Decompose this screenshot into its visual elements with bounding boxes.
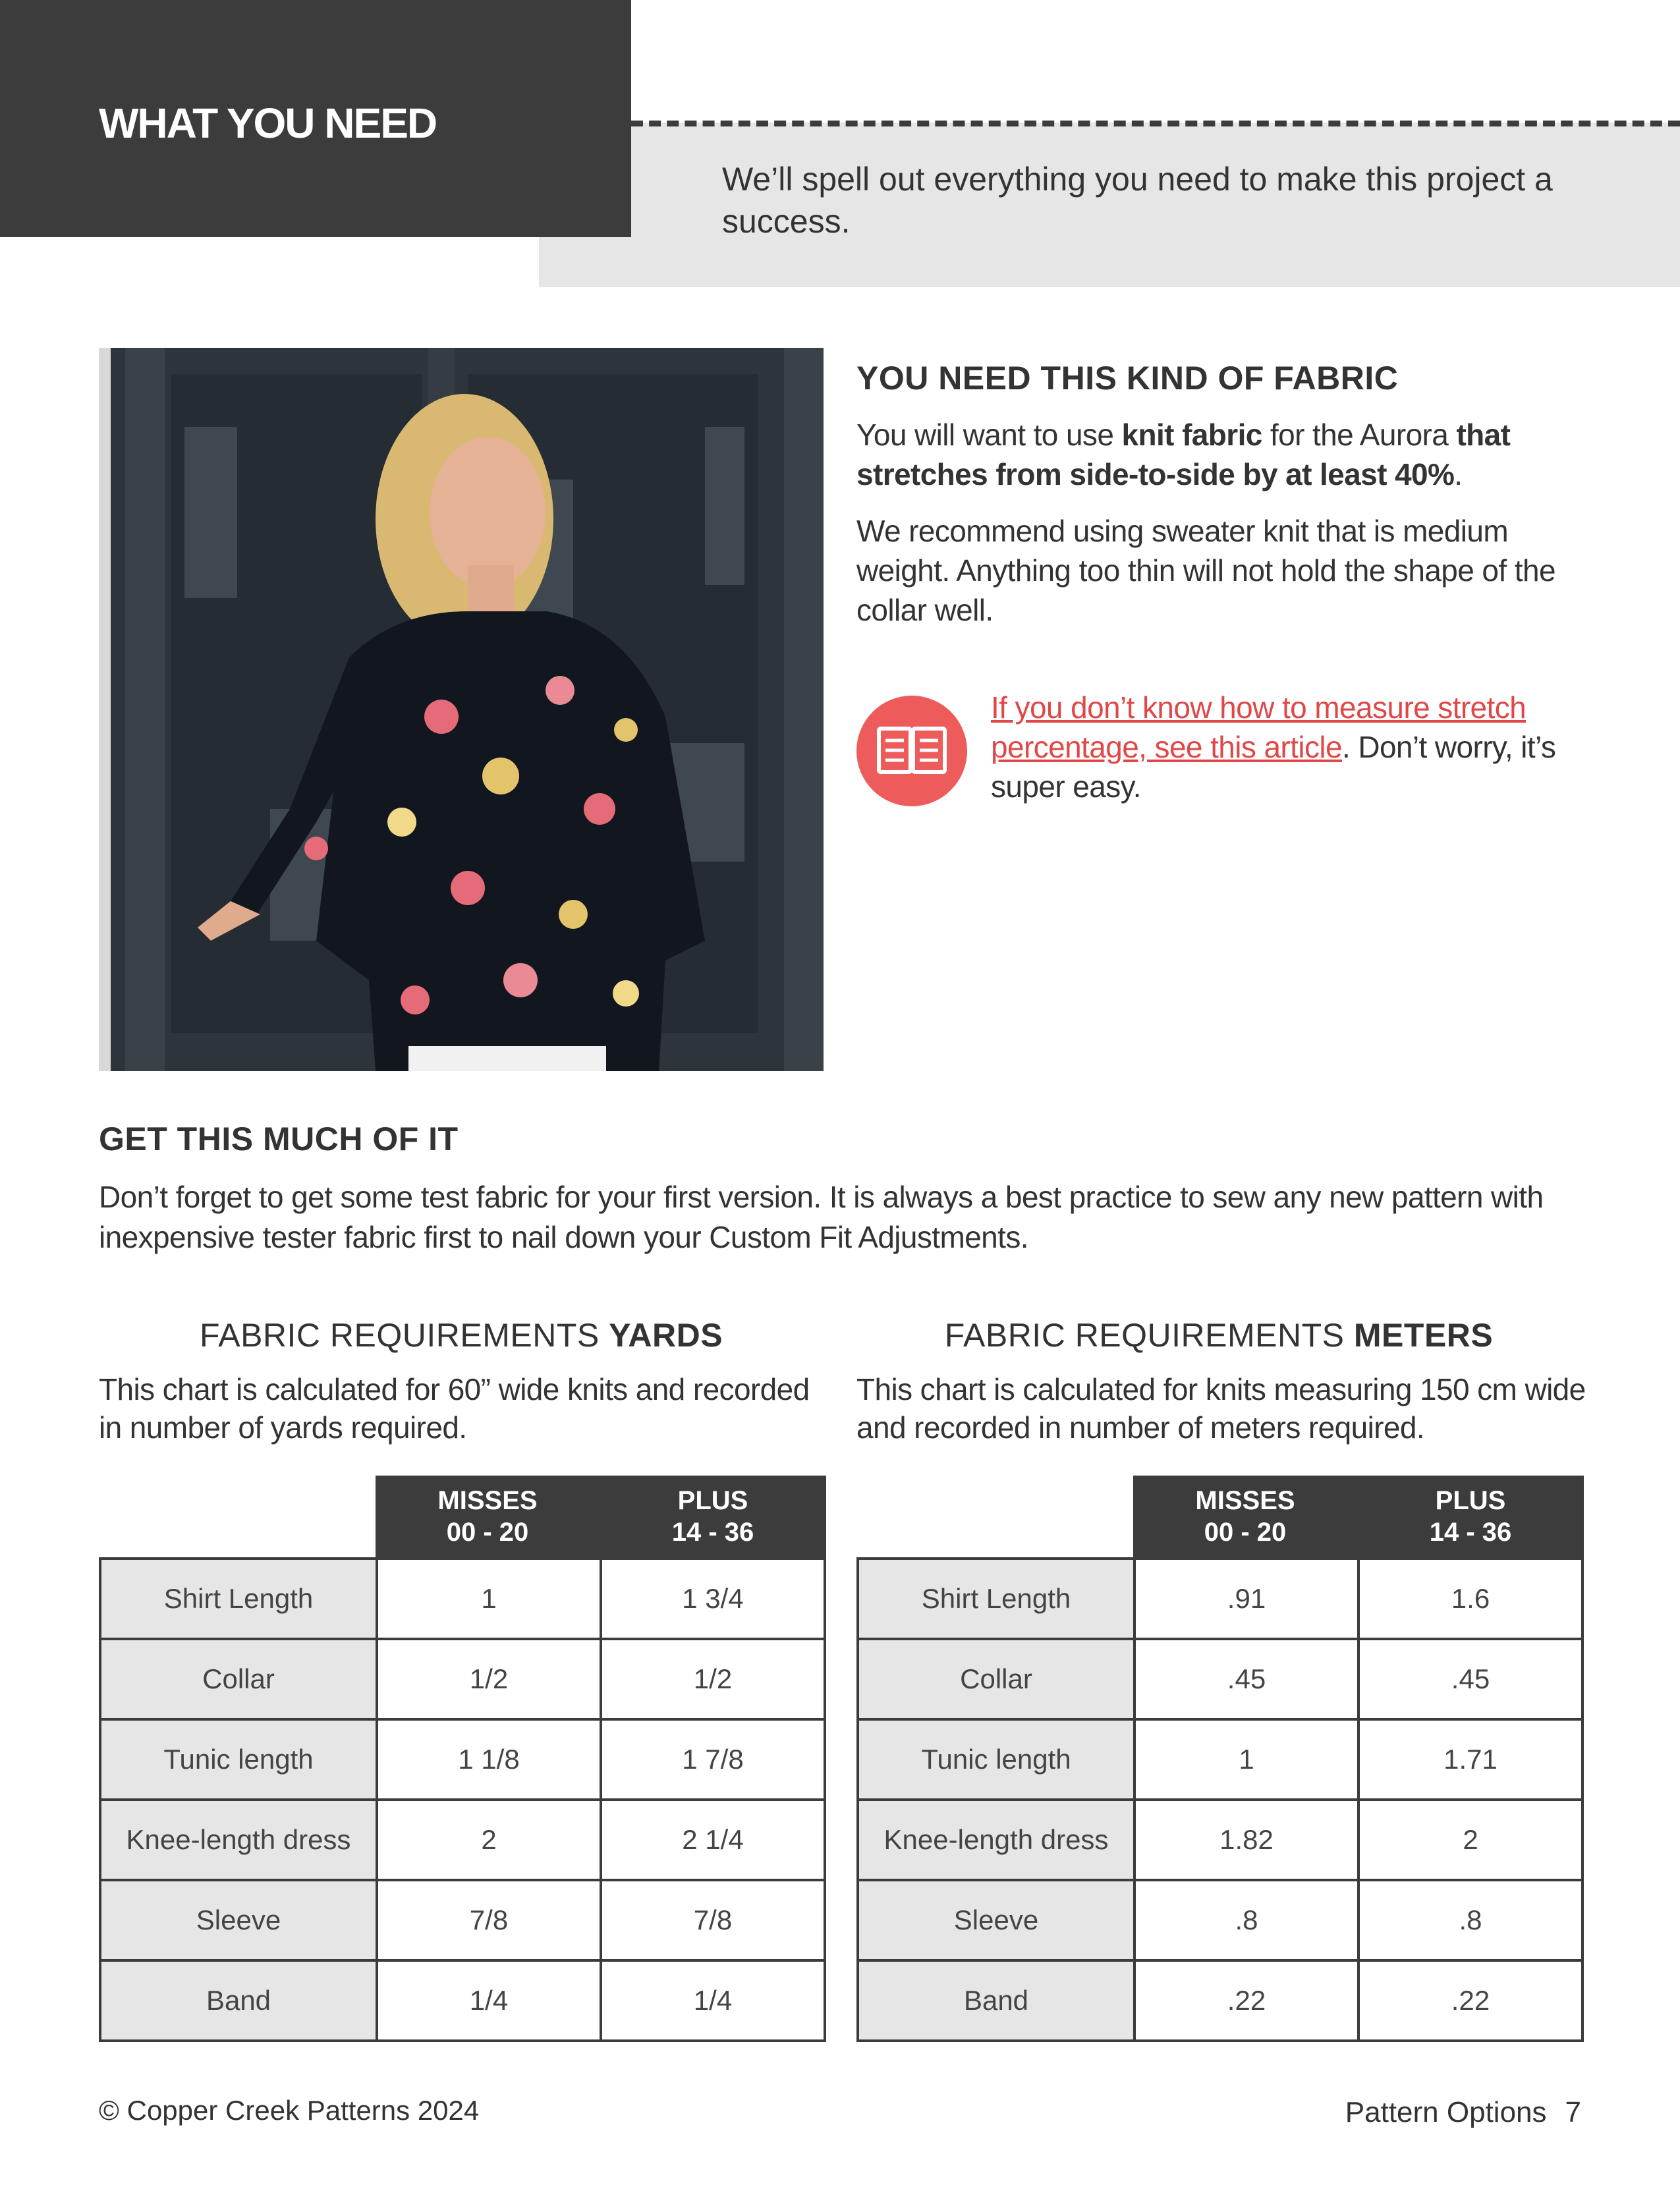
yards-column-header-line2: 14 - 36 — [671, 1518, 754, 1547]
page-number: 7 — [1565, 2096, 1581, 2128]
meters-misses-value: .45 — [1133, 1638, 1360, 1721]
meters-column-header-line2: 14 - 36 — [1429, 1518, 1512, 1547]
stretch-tip-text: . Don’t worry, it’s super easy. — [991, 730, 1556, 804]
yards-title-bold: YARDS — [609, 1317, 723, 1354]
meters-row-label: Band — [856, 1959, 1136, 2042]
meters-column-header-line1: MISSES — [1195, 1486, 1295, 1515]
meters-misses-value: .91 — [1133, 1557, 1360, 1640]
fabric-paragraph-1 — [856, 415, 1594, 494]
meters-plus-value: .45 — [1357, 1638, 1584, 1721]
yards-table-title — [99, 1316, 824, 1354]
footer-page-info — [1345, 2096, 1581, 2129]
fabric-p1-text-c: for the Aurora — [1262, 418, 1457, 452]
meters-row-label: Shirt Length — [856, 1557, 1136, 1640]
model-photo-illustration — [99, 348, 824, 1071]
meters-table-description: This chart is calculated for knits measuring 150 cm wide and recorded in number of meters required. — [856, 1372, 1586, 1445]
meters-plus-value: 1.71 — [1357, 1718, 1584, 1801]
meters-row-label: Collar — [856, 1638, 1136, 1721]
meters-column-header-line2: 00 - 20 — [1204, 1518, 1287, 1547]
meters-column-header-plus — [1357, 1476, 1584, 1557]
yards-misses-value: 1/2 — [376, 1638, 602, 1721]
yards-column-header-line1: MISSES — [437, 1486, 538, 1515]
yards-plus-value: 1 3/4 — [600, 1557, 826, 1640]
yards-column-header-misses — [376, 1476, 600, 1557]
yards-column-header-line2: 00 - 20 — [446, 1518, 529, 1547]
yards-misses-value: 7/8 — [376, 1879, 602, 1962]
yards-title-light: FABRIC REQUIREMENTS — [199, 1317, 609, 1354]
fabric-p1-bold-knit: knit fabric — [1121, 418, 1262, 452]
yards-column-header-line1: PLUS — [677, 1486, 748, 1515]
fabric-p1-bold-stretch: that stretches from side-to-side by at least 40% — [856, 418, 1511, 491]
meters-title-bold: METERS — [1353, 1317, 1494, 1354]
meters-row-label: Knee-length dress — [856, 1798, 1136, 1881]
yards-row-label: Collar — [99, 1638, 378, 1721]
yards-row-label: Shirt Length — [99, 1557, 378, 1640]
yards-table-description: This chart is calculated for 60” wide knits and recorded in number of yards required. — [99, 1372, 810, 1445]
yards-plus-value: 1 7/8 — [600, 1718, 826, 1801]
yards-column-header-plus — [600, 1476, 826, 1557]
fabric-p1-text-a: You will want to use — [856, 418, 1122, 452]
yards-misses-value: 1 — [376, 1557, 602, 1640]
meters-plus-value: 2 — [1357, 1798, 1584, 1881]
fabric-heading: YOU NEED THIS KIND OF FABRIC — [856, 360, 1399, 397]
yards-row-label: Band — [99, 1959, 378, 2042]
page-subtitle: We’ll spell out everything you need to make this project a success. — [722, 161, 1553, 240]
open-book-icon — [856, 696, 967, 806]
yards-misses-value: 1 1/8 — [376, 1718, 602, 1801]
model-photo — [99, 348, 824, 1071]
meters-row-label: Tunic length — [856, 1718, 1136, 1801]
yards-row-label: Knee-length dress — [99, 1798, 378, 1881]
meters-column-header-line1: PLUS — [1435, 1486, 1506, 1515]
footer-section: Pattern Options — [1345, 2096, 1547, 2128]
meters-plus-value: .22 — [1357, 1959, 1584, 2042]
amount-heading: GET THIS MUCH OF IT — [99, 1121, 459, 1157]
stretch-article-link[interactable]: If you don’t know how to measure stretch percentage, see this article — [991, 690, 1526, 764]
yards-plus-value: 7/8 — [600, 1879, 826, 1962]
dashed-divider — [631, 121, 1680, 126]
stretch-tip — [991, 688, 1584, 806]
yards-misses-value: 1/4 — [376, 1959, 602, 2042]
meters-plus-value: .8 — [1357, 1879, 1584, 1962]
yards-plus-value: 1/4 — [600, 1959, 826, 2042]
meters-row-label: Sleeve — [856, 1879, 1136, 1962]
yards-plus-value: 1/2 — [600, 1638, 826, 1721]
meters-misses-value: .22 — [1133, 1959, 1360, 2042]
yards-row-label: Sleeve — [99, 1879, 378, 1962]
yards-misses-value: 2 — [376, 1798, 602, 1881]
meters-column-header-misses — [1133, 1476, 1357, 1557]
meters-title-light: FABRIC REQUIREMENTS — [944, 1317, 1354, 1354]
meters-misses-value: 1.82 — [1133, 1798, 1360, 1881]
meters-misses-value: 1 — [1133, 1718, 1360, 1801]
meters-misses-value: .8 — [1133, 1879, 1360, 1962]
footer-copyright: © Copper Creek Patterns 2024 — [99, 2095, 480, 2126]
yards-row-label: Tunic length — [99, 1718, 378, 1801]
fabric-p1-text-e: . — [1454, 457, 1463, 491]
fabric-paragraph-2: We recommend using sweater knit that is medium weight. Anything too thin will not hold the shape of the collar well. — [856, 514, 1555, 627]
page-title: WHAT YOU NEED — [99, 99, 437, 147]
amount-paragraph: Don’t forget to get some test fabric for your first version. It is always a best practice to sew any new pattern with inexpensive tester fabric first to nail down your Custom Fit Adjustments. — [99, 1180, 1544, 1254]
yards-plus-value: 2 1/4 — [600, 1798, 826, 1881]
meters-table-title — [856, 1316, 1581, 1354]
open-book-icon-graphic — [856, 696, 967, 806]
meters-plus-value: 1.6 — [1357, 1557, 1584, 1640]
